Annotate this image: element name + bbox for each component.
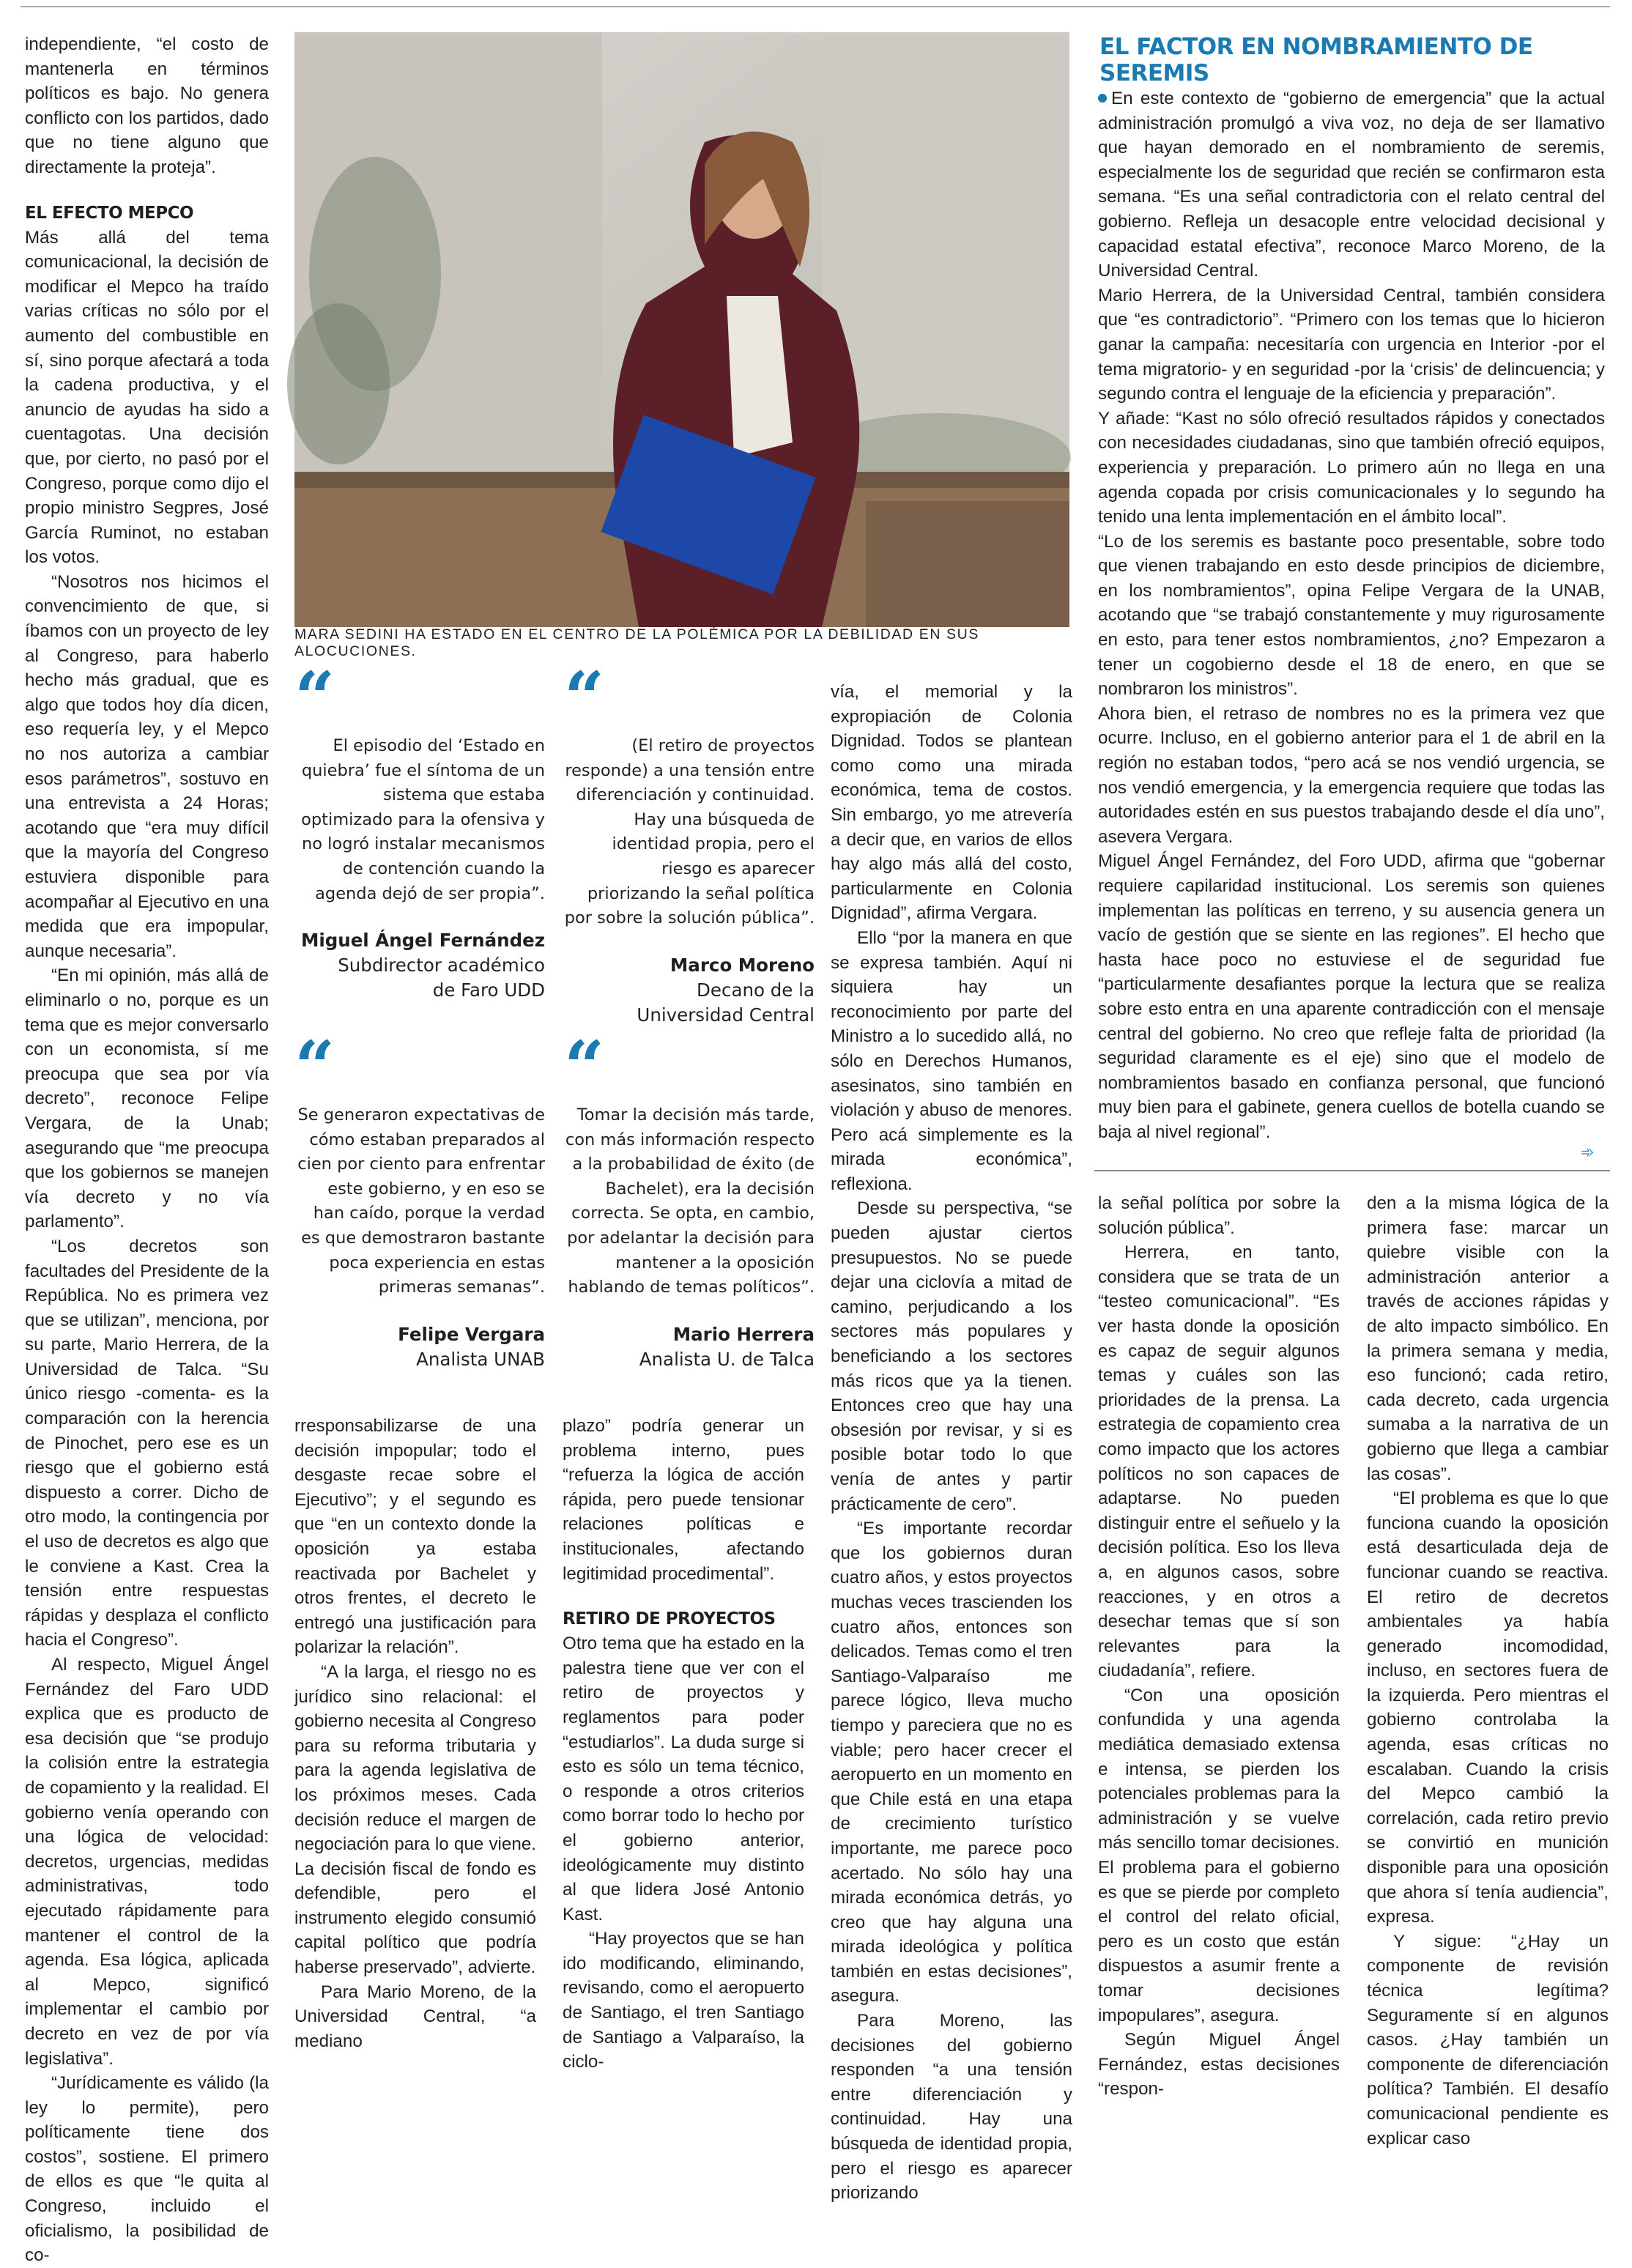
paragraph: Mario Herrera, de la Universidad Central, también considera que “es contradictorio”. “Primero con los temas que lo hicieron ganar la campaña: necesitaría con urgencia en Interior -por el tema migratorio- y en seguridad -por la ‘crisis’ de delincuencia; y segundo contra el lenguaje de la eficiencia y preparación”. [1098,285,1605,404]
quote-author-role: Universidad Central [637,1004,815,1026]
article-column-3 [563,1414,804,2072]
arrow-right-icon: ➾ [1581,1143,1595,1161]
paragraph: Otro tema que ha estado en la palestra tiene que ver con el retiro de proyectos y reglamentos para poder “estudiarlos”. La duda surge si esto es sólo un tema técnico, o responde a otros criterios como borrar todo lo hecho por el gobierno anterior, ideológicamente muy distinto al que lidera José Antonio Kast. [563,1634,804,1924]
paragraph: Para Moreno, las decisiones del gobierno responden “a una tensión entre diferenciación y continuidad. Hay una búsqueda de identidad propia, pero el riesgo es aparecer priorizando [831,2011,1072,2204]
quote-author-role: de Faro UDD [432,979,545,1001]
quote-mark-icon: “ [564,1026,605,1108]
paragraph: Ello “por la manera en que se expresa también. Aquí ni siquiera hay un reconocimiento por parte del Ministro a lo sucedido allá, no sólo en Derechos Humanos, asesinatos, sino también en violación y abuso de menores. Pero acá simplemente es la mirada económica”, reflexiona. [831,927,1072,1194]
article-photo [294,32,1069,627]
paragraph: Miguel Ángel Fernández, del Foro UDD, afirma que “gobernar requiere capilaridad institucional. Los seremis son quienes implementan las políticas en terreno, y su ausencia genera un vacío de gestión que se siente en las regiones”. El hecho que hasta hace poco no estuviese el de seguridad fue “particularmente desafiantes porque la lectura que se realiza sobre esto entra en una aparente contradicción con el mensaje central del gobierno. No creo que refleje falta de prioridad (la seguridad claramente es el eje) sino que el modelo de nombramientos basado en confianza personal, que funcionó muy bien para el gabinete, genera cuellos de botella cuando se baja al nivel regional”. [1098,851,1605,1142]
paragraph: “En mi opinión, más allá de eliminarlo o no, porque es un tema que es mejor conversarlo con un economista, sí me preocupa que sea por vía decreto”, reconoce Felipe Vergara, de la Unab; asegurando que “me preocupa que los gobiernos se manejen vía decreto y no vía parlamento”. [25,966,269,1232]
quote-mark-icon: “ [294,1026,335,1108]
paragraph: Desde su perspectiva, “se pueden ajustar ciertos presupuestos. No se puede dejar una ciclovía a mitad de camino, perjudicando a los sectores más populares y beneficiando a los sectores más ricos que ya la tienen. Entonces creo que hay una obsesión por revisar, y si es posible botar todo lo que venía de antes y partir prácticamente de cero”. [831,1198,1072,1514]
paragraph: la señal política por sobre la solución pública”. [1098,1193,1340,1238]
quote-author-role: Analista U. de Talca [639,1348,815,1370]
photo-illustration [294,32,1069,627]
article-column-2 [294,1414,536,2051]
article-column-6 [1367,1191,1609,2149]
section-heading: RETIRO DE PROYECTOS [563,1609,776,1629]
quote-text: (El retiro de proyectos responde) a una tensión entre diferenciación y continuidad. Hay una búsqueda de identidad propia, pero el riesgo es aparecer priorizando la señal política por sobre la solución pública”. [564,736,815,928]
quote-author-role: Subdirector académico [338,955,545,976]
paragraph: “Con una oposición confundida y una agenda mediática demasiado extensa e intensa, se pierden los potenciales problemas para la administración y se vuelve más sencillo tomar decisiones. El problema para el gobierno es que se pierde por completo el control del relato oficial, pero es un costo que están dispuestos a asumir frente a tomar decisiones impopulares”, asegura. [1098,1685,1340,2026]
paragraph: den a la misma lógica de la primera fase: marcar un quiebre visible con la administración anterior a través de acciones rápidas y de alto impacto simbólico. En la primera semana y media, eso funcionó; cada retiro, cada decreto, cada urgencia sumaba a la narrativa de un gobierno que llega a cambiar las cosas”. [1367,1193,1609,1484]
paragraph: vía, el memorial y la expropiación de Colonia Dignidad. Todos se plantean como como una mirada económica, tema de costos. Sin embargo, yo me atrevería a decir que, en varios de ellos hay algo más allá del costo, particularmente en Colonia Dignidad”, afirma Vergara. [831,682,1072,924]
paragraph: independiente, “el costo de mantenerla en términos políticos es bajo. No genera conflicto con los partidos, dado que no tiene alguno que directamente la proteja”. [25,34,269,177]
quote-author: Felipe Vergara [398,1323,545,1345]
article-column-1 [25,32,269,2266]
quote-author: Miguel Ángel Fernández [300,930,545,952]
pull-quote [294,1026,545,1372]
paragraph: Ahora bien, el retraso de nombres no es la primera vez que ocurre. Incluso, en el gobierno anterior para el 1 de abril en la región no estaban todos, “pero acá se nos vendió urgencia, se nos vendió emergencia, y la emergencia requiere que todas las autoridades estén en sus puestos trabajando desde el día uno”, asevera Vergara. [1098,703,1605,847]
paragraph: “Jurídicamente es válido (la ley lo permite), pero políticamente tiene dos costos”, sostiene. El primero de ellos es que “le quita al Congreso, incluido el oficialismo, la posibilidad de co- [25,2073,269,2266]
quote-text: Tomar la decisión más tarde, con más información respecto a la probabilidad de éxito (de Bachelet), era la decisión correcta. Se opta, en cambio, por adelantar la decisión para mantener a la oposición hablando de temas políticos”. [565,1105,815,1297]
paragraph: “Lo de los seremis es bastante poco presentable, sobre todo que vienen trabajando en esto desde principios de diciembre, en los nombramientos”, opina Felipe Vergara de la UNAB, acotando que “se trabajó constantemente y muy rigurosamente en esto, para tener estos nombramientos, ¿no? Empezaron a tener un cogobierno desde el 18 de enero, en que se nombraron los ministros”. [1098,531,1605,700]
paragraph: “El problema es que lo que funciona cuando la oposición está desarticulada deja de funcionar cuando se reactiva. El retiro de decretos ambientales ya había generado incomodidad, incluso, en sectores fuera de la izquierda. Pero mientras el gobierno controlaba la agenda, esas críticas no escalaban. Cuando la crisis del Mepco cambió la correlación, cada retiro previo se convirtió en munición disponible para una oposición que ahora sí tenía audiencia”, expresa. [1367,1489,1609,1927]
paragraph: “Es importante recordar que los gobiernos duran cuatro años, y estos proyectos muchas veces trascienden los cuatro años, entonces son delicados. Temas como el tren Santiago-Valparaíso me parece lógico, lleva mucho tiempo y pareciera que no es viable; pero hacer crecer el aeropuerto en un momento en que Chile está en una etapa de crecimiento turístico importante, me parece poco acertado. No sólo hay una mirada económica detrás, yo creo que hay alguna una mirada ideológica y política también en estas decisiones”, asegura. [831,1519,1072,2006]
paragraph: Para Mario Moreno, de la Universidad Central, “a mediano [294,1982,536,2051]
paragraph: plazo” podría generar un problema interno, pues “refuerza la lógica de acción rápida, pero puede tensionar relaciones políticas e institucionales, afectando legitimidad procedimental”. [563,1416,804,1584]
paragraph: En este contexto de “gobierno de emergencia” que la actual administración promulgó a viva voz, no deja de ser llamativo que hayan demorado en el nombramiento de seremis, especialmente los de seguridad que recién se confirmaron esta semana. “Es una señal contradictoria con el relato central del gobierno. Refleja un desacople entre velocidad decisional y capacidad estatal efectiva”, reconoce Marco Moreno, de la Universidad Central. [1098,89,1605,281]
quote-author-role: Analista UNAB [416,1348,545,1370]
quote-text: Se generaron expectativas de cómo estaban preparados al cien por ciento para enfrentar este gobierno, y en eso se han caído, porque la verdad es que demostraron bastante poca experiencia en estas primeras semanas”. [297,1105,545,1297]
quote-mark-icon: “ [564,656,605,739]
sidebar-heading: EL FACTOR EN NOMBRAMIENTO DE SEREMIS [1099,34,1533,86]
article-column-5 [1098,1191,1340,2100]
paragraph: Más allá del tema comunicacional, la decisión de modificar el Mepco ha traído varias críticas no sólo por el aumento del combustible en sí, sino porque afectará a toda la cadena productiva, y el anuncio de ayudas ha sido a cuentagotas. Una decisión que, por cierto, no pasó por el Congreso, porque como dijo el propio ministro Segpres, José García Ruminot, no estaban los votos. [25,227,269,568]
article-column-4 [831,680,1072,2204]
photo-caption: MARA SEDINI HA ESTADO EN EL CENTRO DE LA POLÉMICA POR LA DEBILIDAD EN SUS ALOCUCIONES. [294,626,979,659]
sidebar-bottom-rule [1094,1170,1610,1171]
pull-quote [294,656,545,1003]
quote-author-role: Decano de la [697,979,815,1001]
sidebar-box [1098,86,1605,1145]
quote-author: Mario Herrera [672,1323,815,1345]
paragraph: Y añade: “Kast no sólo ofreció resultados rápidos y conectados con necesidades ciudadanas, sino que también ofreció equipos, experiencia y preparación. Lo primero aún no llega en una agenda copada por crisis comunicacionales y lo segundo ha tenido una lenta implementación en el ámbito local”. [1098,408,1605,527]
quote-author: Marco Moreno [670,954,815,976]
quote-mark-icon: “ [294,656,335,739]
paragraph: “Nosotros nos hicimos el convencimiento de que, si íbamos con un proyecto de ley al Congreso, para haberlo hecho más gradual, que es algo que todos hoy día dicen, eso requería ley, y el Mepco no nos autoriza a cambiar esos parámetros”, sostuvo en una entrevista a 24 Horas; acotando que “era muy difícil que la mayoría del Congreso estuviera disponible para acompañar al Ejecutivo en una medida que era impopular, aunque necesaria”. [25,571,269,961]
top-rule [21,6,1610,7]
paragraph: rresponsabilizarse de una decisión impopular; todo el desgaste recae sobre el Ejecutivo”; y el segundo es que “en un contexto donde la oposición ya estaba reactivada por Bachelet y otros frentes, el decreto le entregó una justificación para polarizar la relación”. [294,1416,536,1658]
paragraph: “Los decretos son facultades del Presidente de la República. No es primera vez que se utilizan”, menciona, por su parte, Mario Herrera, de la Universidad de Talca. “Su único riesgo -comenta- es la comparación con la herencia de Pinochet, pero ese es un riesgo que el gobierno está dispuesto a correr. Dicho de otro modo, la contingencia por el uso de decretos es algo que le conviene a Kast. Crea la tensión entre respuestas rápidas y desplaza el conflicto hacia el Congreso”. [25,1236,269,1650]
quote-text: El episodio del ‘Estado en quiebra’ fue el síntoma de un sistema que estaba optimizado para la ofensiva y no logró instalar mecanismos de contención cuando la agenda dejó de ser propia”. [301,736,545,903]
bullet-icon [1098,94,1107,103]
paragraph: Al respecto, Miguel Ángel Fernández del Faro UDD explica que es producto de esa decisión que “se produjo la colisión entre la estrategia de copamiento y la realidad. El gobierno venía operando con una lógica de velocidad: decretos, urgencias, medidas administrativas, todo ejecutado rápidamente para mantener el control de la agenda. Esa lógica, aplicada al Mepco, significó implementar el cambio por decreto en vez de por vía legislativa”. [25,1655,269,2069]
section-heading: EL EFECTO MEPCO [25,203,194,223]
paragraph: “Hay proyectos que se han ido modificando, eliminando, revisando, como el aeropuerto de Santiago, el tren Santiago de Santiago a Valparaíso, la ciclo- [563,1929,804,2072]
pull-quote [564,1026,815,1372]
pull-quote [564,656,815,1028]
paragraph: Herrera, en tanto, considera que se trata de un “testeo comunicacional”. “Es ver hasta donde la oposición es capaz de seguir algunos temas y cuáles son las prioridades de la prensa. La estrategia de copamiento crea como impacto que los actores políticos no son capaces de adaptarse. No pueden distinguir entre el señuelo y la decisión política. Eso los lleva a, en algunos casos, sobre reacciones, y en otros a desechar temas que sí son relevantes para la ciudadanía”, refiere. [1098,1242,1340,1681]
paragraph: “A la larga, el riesgo no es jurídico sino relacional: el gobierno necesita al Congreso para su reforma tributaria y para la agenda legislativa de los próximos meses. Cada decisión reduce el margen de negociación para lo que viene. La decisión fiscal de fondo es defendible, pero el instrumento elegido consumió capital político que podría haberse preservado”, advierte. [294,1661,536,1978]
paragraph: Y sigue: “¿Hay un componente de revisión técnica legítima? Seguramente sí en algunos casos. ¿Hay también un componente de diferenciación política? También. El desafío comunicacional pendiente es explicar caso [1367,1931,1609,2149]
paragraph: Según Miguel Ángel Fernández, estas decisiones “respon- [1098,2030,1340,2100]
